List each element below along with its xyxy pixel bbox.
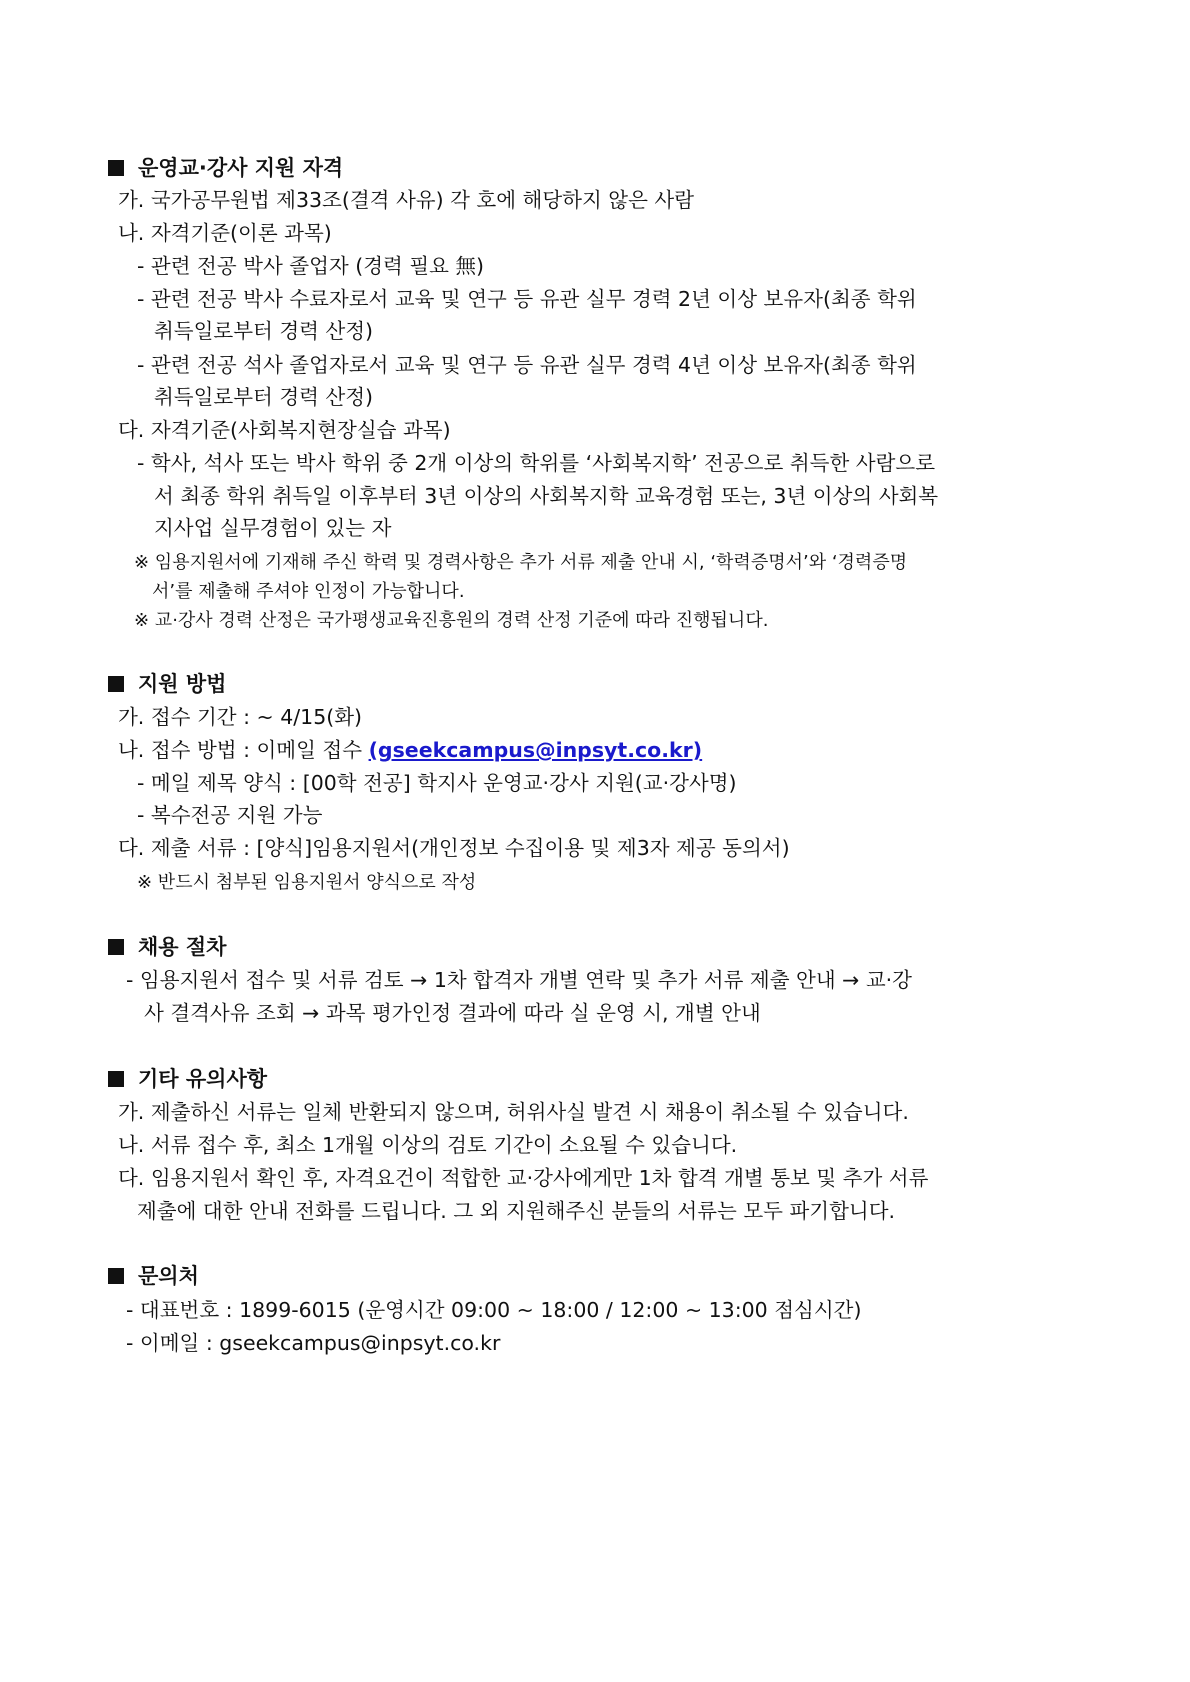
item-da: 다. 임용지원서 확인 후, 자격요건이 적합한 교·강사에게만 1차 합격 개별 통보 및 추가 서류 (118, 1166, 929, 1190)
contact-email: - 이메일 : gseekcampus@inpsyt.co.kr (126, 1331, 501, 1355)
bullet-item-continuation: 취득일로부터 경력 산정) (154, 319, 374, 343)
square-bullet-icon (108, 160, 124, 176)
item-na: 나. 접수 방법 : 이메일 접수 (gseekcampus@inpsyt.co.kr) (118, 738, 703, 762)
item-ga: 가. 접수 기간 : ~ 4/15(화) (118, 705, 363, 729)
section-heading: 운영교·강사 지원 자격 (108, 154, 343, 184)
item-na: 나. 자격기준(이론 과목) (118, 221, 332, 245)
item-na: 나. 서류 접수 후, 최소 1개월 이상의 검토 기간이 소요될 수 있습니다. (118, 1133, 738, 1157)
bullet-item: - 메일 제목 양식 : [00학 전공] 학지사 운영교·강사 지원(교·강사명) (137, 771, 737, 795)
contact-phone: - 대표번호 : 1899-6015 (운영시간 09:00 ~ 18:00 / 12:00 ~ 13:00 점심시간) (126, 1298, 862, 1322)
email-link[interactable]: (gseekcampus@inpsyt.co.kr) (368, 738, 703, 762)
square-bullet-icon (108, 1268, 124, 1284)
bullet-item: - 복수전공 지원 가능 (137, 803, 323, 827)
section-heading: 지원 방법 (108, 670, 226, 700)
section-heading: 채용 절차 (108, 933, 226, 963)
item-ga: 가. 국가공무원법 제33조(결격 사유) 각 호에 해당하지 않은 사람 (118, 188, 694, 212)
section-heading: 문의처 (108, 1262, 199, 1292)
square-bullet-icon (108, 939, 124, 955)
item-ga: 가. 제출하신 서류는 일체 반환되지 않으며, 허위사실 발견 시 채용이 취소될 수 있습니다. (118, 1100, 909, 1124)
item-da: 다. 제출 서류 : [양식]임용지원서(개인정보 수집이용 및 제3자 제공 동의서) (118, 836, 790, 860)
bullet-item: - 관련 전공 박사 수료자로서 교육 및 연구 등 유관 실무 경력 2년 이상 보유자(최종 학위 (137, 287, 917, 311)
bullet-item: - 학사, 석사 또는 박사 학위 중 2개 이상의 학위를 ‘사회복지학’ 전공으로 취득한 사람으로 (137, 451, 936, 475)
bullet-item: - 관련 전공 석사 졸업자로서 교육 및 연구 등 유관 실무 경력 4년 이상 보유자(최종 학위 (137, 353, 917, 377)
item-da: 다. 자격기준(사회복지현장실습 과목) (118, 418, 451, 442)
bullet-item-continuation: 서 최종 학위 취득일 이후부터 3년 이상의 사회복지학 교육경험 또는, 3년 이상의 사회복 (154, 484, 939, 508)
square-bullet-icon (108, 1071, 124, 1087)
note: ※ 교·강사 경력 산정은 국가평생교육진흥원의 경력 산정 기준에 따라 진행됩니다. (134, 610, 769, 631)
item-da-continuation: 제출에 대한 안내 전화를 드립니다. 그 외 지원해주신 분들의 서류는 모두 파기합니다. (137, 1199, 896, 1223)
square-bullet-icon (108, 676, 124, 692)
note-continuation: 서’를 제출해 주셔야 인정이 가능합니다. (152, 581, 465, 602)
note: ※ 임용지원서에 기재해 주신 학력 및 경력사항은 추가 서류 제출 안내 시, ‘학력증명서’와 ‘경력증명 (134, 552, 908, 573)
note: ※ 반드시 첨부된 임용지원서 양식으로 작성 (137, 872, 477, 893)
bullet-item-continuation: 사 결격사유 조회 → 과목 평가인정 결과에 따라 실 운영 시, 개별 안내 (144, 1001, 761, 1025)
bullet-item: - 관련 전공 박사 졸업자 (경력 필요 無) (137, 254, 484, 278)
bullet-item: - 임용지원서 접수 및 서류 검토 → 1차 합격자 개별 연락 및 추가 서류 제출 안내 → 교·강 (126, 968, 912, 992)
bullet-item-continuation: 지사업 실무경험이 있는 자 (154, 516, 392, 540)
bullet-item-continuation: 취득일로부터 경력 산정) (154, 385, 374, 409)
section-heading: 기타 유의사항 (108, 1065, 267, 1095)
